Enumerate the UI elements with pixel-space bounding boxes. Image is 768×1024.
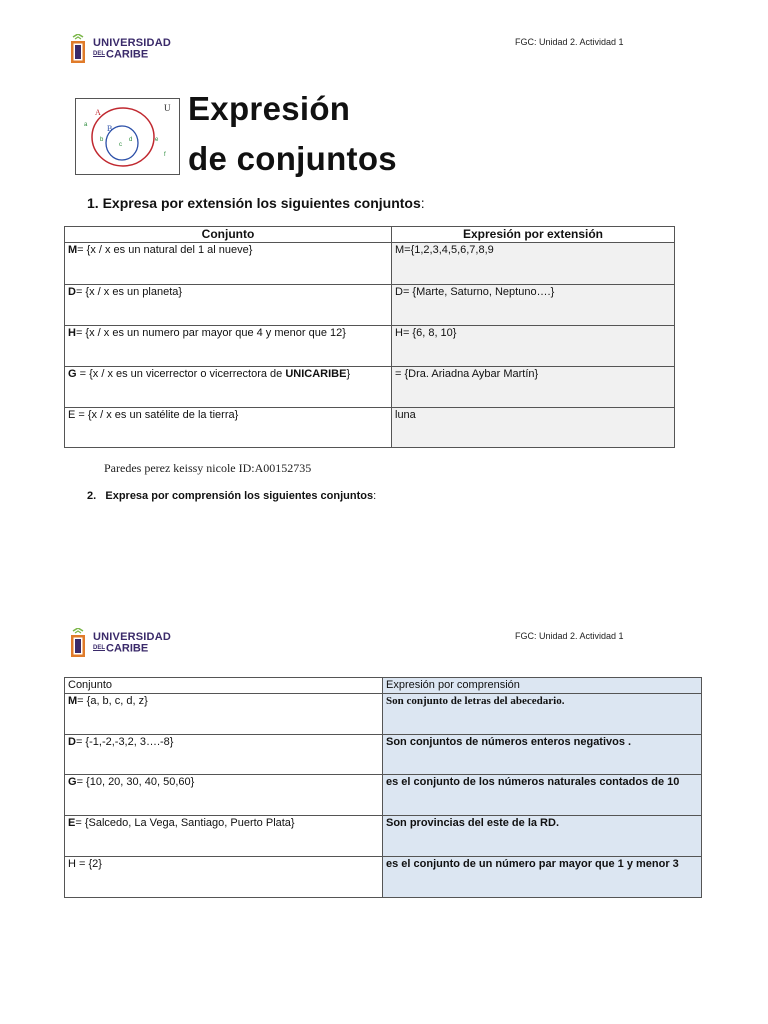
set-cell (65, 857, 383, 898)
table-row (65, 694, 702, 735)
set-definition-cell (65, 408, 392, 448)
set-letter: G (68, 776, 77, 788)
set-definition: = {x / x es un vicerrector o vicerrectora de (76, 368, 286, 380)
page-title (188, 84, 397, 184)
logo-wordmark (93, 632, 171, 654)
table-row (65, 285, 675, 326)
set-elements: = {10, 20, 30, 40, 50,60} (76, 776, 195, 788)
section1-text: 1. Expresa por extensión los siguientes conjuntos (87, 195, 421, 211)
venn-label-u: U (164, 103, 171, 113)
venn-element: f (164, 152, 166, 158)
set-letter: D (68, 736, 76, 748)
extension-cell: = {Dra. Ariadna Aybar Martín} (392, 367, 675, 408)
set-letter: G (68, 368, 77, 380)
set-definition: = {x / x es un planeta} (75, 286, 183, 298)
logo-line1: UNIVERSIDAD (93, 630, 171, 643)
logo-caribe: CARIBE (106, 48, 149, 61)
comprehension-cell: es el conjunto de un número par mayor que 1 y menor 3 (383, 857, 702, 898)
venn-element: c (119, 142, 122, 148)
table-header-row (65, 227, 675, 243)
venn-label-a: A (95, 108, 101, 117)
table-row (65, 857, 702, 898)
set-elements: = {Salcedo, La Vega, Santiago, Puerto Plata} (75, 817, 295, 829)
set-definition-cell (65, 285, 392, 326)
set-definition: E = {x / x es un satélite de la tierra} (68, 409, 239, 421)
set-letter: M (68, 695, 78, 707)
extension-cell: luna (392, 408, 675, 448)
section2-number: 2. (87, 490, 97, 502)
title-line2: de conjuntos (188, 140, 397, 177)
column-header: Conjunto (65, 227, 392, 243)
column-header: Expresión por extensión (392, 227, 675, 243)
set-elements: = {-1,-2,-3,2, 3….-8} (75, 736, 174, 748)
section1-colon: : (420, 195, 425, 211)
extension-table (64, 226, 675, 448)
extension-cell: H= {6, 8, 10} (392, 326, 675, 367)
section2-heading (87, 490, 376, 502)
logo-line2 (93, 49, 171, 60)
table-row (65, 775, 702, 816)
venn-element: d (129, 137, 133, 143)
logo-del: DEL (93, 50, 105, 57)
venn-label-b: B (107, 124, 113, 133)
column-header: Conjunto (65, 678, 383, 694)
logo-emblem-icon (69, 628, 87, 658)
comprehension-cell: Son provincias del este de la RD. (383, 816, 702, 857)
set-cell (65, 775, 383, 816)
set-elements: H = {2} (68, 858, 102, 870)
logo-del: DEL (93, 644, 105, 651)
column-header: Expresión por comprensión (383, 678, 702, 694)
venn-element: a (84, 122, 88, 128)
set-cell (65, 816, 383, 857)
comprehension-cell: es el conjunto de los números naturales contados de 10 (383, 775, 702, 816)
table-row (65, 326, 675, 367)
venn-diagram-image (75, 98, 180, 175)
set-definition-cell (65, 367, 392, 408)
title-line1: Expresión (188, 90, 351, 127)
section2-colon: : (373, 490, 377, 502)
header-reference: FGC: Unidad 2. Actividad 1 (515, 37, 624, 47)
comprehension-cell: Son conjunto de letras del abecedario. (383, 694, 702, 735)
set-elements: = {a, b, c, d, z} (77, 695, 148, 707)
set-definition: = {x / x es un numero par mayor que 4 y menor que 12} (75, 327, 346, 339)
section1-heading (87, 195, 425, 211)
logo-line2 (93, 643, 171, 654)
extension-cell: M={1,2,3,4,5,6,7,8,9 (392, 243, 675, 285)
table-row (65, 408, 675, 448)
set-letter: M (68, 244, 78, 256)
table-row (65, 735, 702, 775)
table-row (65, 243, 675, 285)
section2-text: Expresa por comprensión los siguientes conjuntos (105, 490, 374, 502)
venn-element: b (100, 137, 104, 143)
set-definition-bold: UNICARIBE (285, 368, 347, 380)
set-cell (65, 735, 383, 775)
university-logo-2 (69, 628, 171, 658)
set-definition-cell (65, 243, 392, 285)
set-definition-end: } (346, 368, 351, 380)
set-letter: H (68, 327, 76, 339)
set-cell (65, 694, 383, 735)
student-name-id: Paredes perez keissy nicole ID:A00152735 (104, 461, 312, 475)
logo-emblem-icon (69, 34, 87, 64)
logo-line1: UNIVERSIDAD (93, 36, 171, 49)
comprehension-cell: Son conjuntos de números enteros negativos . (383, 735, 702, 775)
extension-cell: D= {Marte, Saturno, Neptuno….} (392, 285, 675, 326)
set-letter: D (68, 286, 76, 298)
logo-wordmark (93, 38, 171, 60)
table-row (65, 816, 702, 857)
venn-element: e (155, 137, 159, 143)
set-definition: = {x / x es un natural del 1 al nueve} (77, 244, 253, 256)
comprehension-table (64, 677, 702, 898)
table-header-row (65, 678, 702, 694)
table-row (65, 367, 675, 408)
set-definition-cell (65, 326, 392, 367)
university-logo (69, 34, 171, 64)
set-letter: E (68, 817, 76, 829)
header-reference-2: FGC: Unidad 2. Actividad 1 (515, 631, 624, 641)
logo-caribe: CARIBE (106, 642, 149, 655)
